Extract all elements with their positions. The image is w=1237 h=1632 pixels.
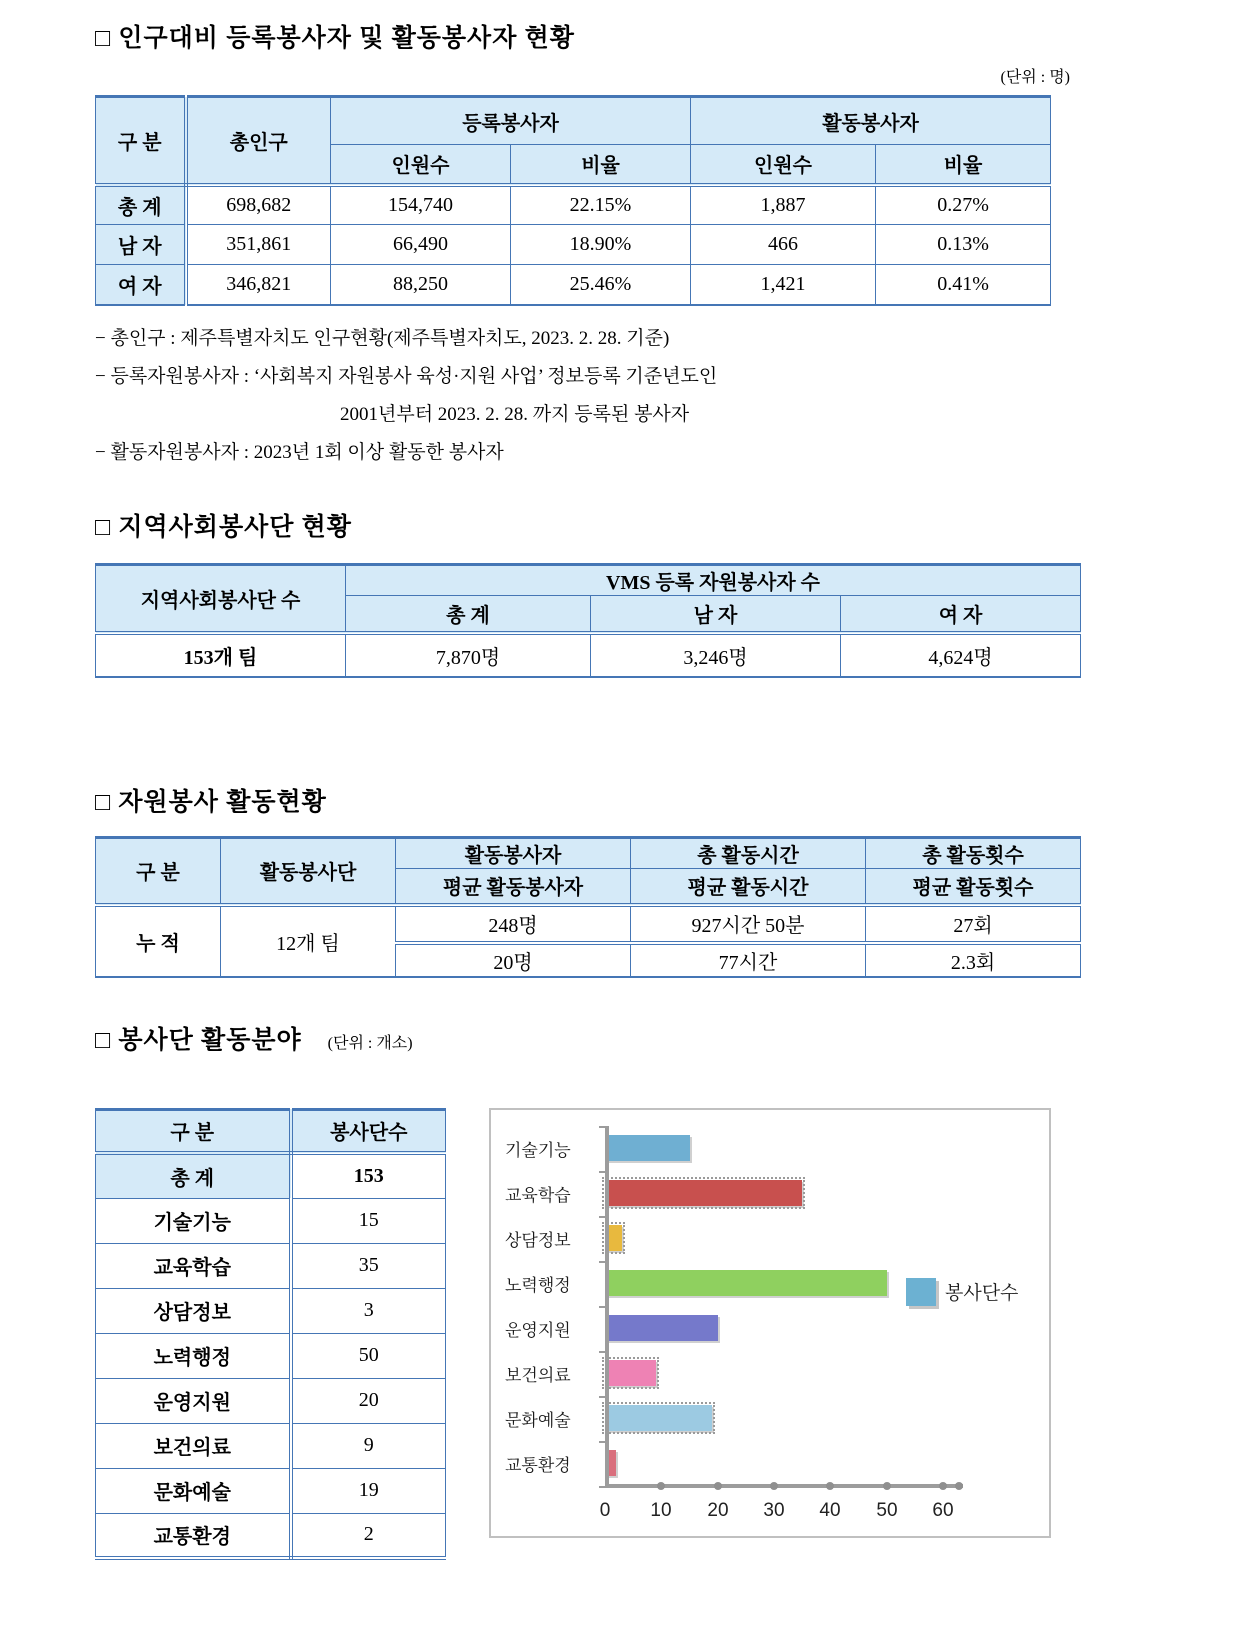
- table-row: [96, 1378, 446, 1423]
- row-label: 문화예술: [96, 1468, 291, 1513]
- row-label: 남 자: [96, 225, 186, 265]
- t3-volunteers-avg: 20명: [396, 943, 631, 977]
- section1-unit-note: (단위 : 명): [1000, 69, 1070, 86]
- cell: 0.27%: [876, 185, 1051, 225]
- row-label: 노력행정: [96, 1333, 291, 1378]
- cell: 466: [691, 225, 876, 265]
- chart-plot: [505, 1126, 943, 1486]
- t3-team-count: 12개 팀: [221, 905, 396, 977]
- footnote-line: − 활동자원봉사자 : 2023년 1회 이상 활동한 봉사자: [95, 441, 504, 463]
- chart-bar-track: [605, 1216, 943, 1261]
- row-label: 교통환경: [96, 1513, 291, 1558]
- section4-title-text: □ 봉사단 활동분야: [95, 1026, 302, 1054]
- row-label: 교육학습: [96, 1243, 291, 1288]
- cell: 22.15%: [511, 185, 691, 225]
- chart-row: [505, 1171, 943, 1216]
- t4-body: [96, 1153, 446, 1558]
- chart-x-axis-line: [605, 1484, 963, 1488]
- t1-header-registered: 등록봉사자: [331, 97, 691, 145]
- legend-swatch-icon: [906, 1278, 936, 1306]
- population-volunteer-table: [95, 95, 1051, 306]
- t3-header-avg-volunteers: 평균 활동봉사자: [396, 869, 631, 905]
- t2-header-vms: VMS 등록 자원봉사자 수: [346, 564, 1081, 595]
- t1-body: [96, 185, 1051, 305]
- t2-male-value: 3,246명: [591, 633, 841, 677]
- t3-volunteers-total: 248명: [396, 905, 631, 943]
- cell: 346,821: [186, 265, 331, 305]
- section2-title: □ 지역사회봉사단 현황: [95, 513, 352, 541]
- table-row: [96, 1198, 446, 1243]
- axis-notch: [599, 1306, 605, 1308]
- axis-tick-label: 0: [599, 1499, 611, 1521]
- row-label: 기술기능: [96, 1198, 291, 1243]
- chart-bar-track: [605, 1306, 943, 1351]
- activity-status-table: [95, 836, 1081, 978]
- t1-header-gubun: 구 분: [96, 97, 186, 185]
- chart-row: [505, 1126, 943, 1171]
- axis-notch: [599, 1351, 605, 1353]
- t3-header-total-count: 총 활동횟수: [866, 838, 1081, 869]
- section4-unit-note: (단위 : 개소): [327, 1034, 413, 1052]
- chart-legend: [906, 1278, 1018, 1306]
- table-row: [96, 1513, 446, 1558]
- bar-chart: [489, 1108, 1051, 1538]
- chart-bar-track: [605, 1396, 943, 1441]
- chart-bar-노력행정: [605, 1270, 887, 1296]
- t2-subheader-total: 총 계: [346, 595, 591, 633]
- chart-row: [505, 1351, 943, 1396]
- t3-header-total-hours: 총 활동시간: [631, 838, 866, 869]
- axis-tick-label: 30: [763, 1499, 785, 1521]
- chart-row: [505, 1441, 943, 1486]
- cell: 19: [291, 1468, 446, 1513]
- chart-bar-track: [605, 1441, 943, 1486]
- chart-bar-track: [605, 1126, 943, 1171]
- table-row: [96, 185, 1051, 225]
- t3-hours-total: 927시간 50분: [631, 905, 866, 943]
- t3-header-avg-count: 평균 활동횟수: [866, 869, 1081, 905]
- t2-subheader-female: 여 자: [841, 595, 1081, 633]
- t2-subheader-male: 남 자: [591, 595, 841, 633]
- t3-header-active-volunteers: 활동봉사자: [396, 838, 631, 869]
- row-label: 총 계: [96, 185, 186, 225]
- chart-bar-track: [605, 1351, 943, 1396]
- axis-notch: [599, 1261, 605, 1263]
- legend-label: 봉사단수: [945, 1283, 1019, 1304]
- cell: 0.41%: [876, 265, 1051, 305]
- row-label: 상담정보: [96, 1288, 291, 1333]
- cell: 18.90%: [511, 225, 691, 265]
- axis-tick-dot: [714, 1482, 722, 1490]
- activity-field-table: [95, 1108, 446, 1561]
- axis-end-cap: [955, 1482, 963, 1490]
- axis-notch: [599, 1441, 605, 1443]
- chart-category-label: 운영지원: [505, 1320, 571, 1340]
- chart-bar-보건의료: [605, 1360, 656, 1386]
- table-row: [96, 1423, 446, 1468]
- row-label: 총 계: [96, 1153, 291, 1198]
- chart-row: [505, 1261, 943, 1306]
- cell: 351,861: [186, 225, 331, 265]
- chart-bar-track: [605, 1261, 943, 1306]
- t3-hours-avg: 77시간: [631, 943, 866, 977]
- footnote-line-continuation: 2001년부터 2023. 2. 28. 까지 등록된 봉사자: [340, 403, 690, 425]
- row-label: 여 자: [96, 265, 186, 305]
- axis-notch: [599, 1396, 605, 1398]
- axis-tick-label: 20: [707, 1499, 729, 1521]
- cell: 35: [291, 1243, 446, 1288]
- table-row: [96, 1468, 446, 1513]
- t1-header-population: 총인구: [186, 97, 331, 185]
- cell: 154,740: [331, 185, 511, 225]
- section4-title: [95, 1020, 1237, 1056]
- axis-tick-label: 10: [650, 1499, 672, 1521]
- t3-header-avg-hours: 평균 활동시간: [631, 869, 866, 905]
- chart-category-label: 교통환경: [505, 1455, 571, 1475]
- cell: 20: [291, 1378, 446, 1423]
- table-row: [96, 1333, 446, 1378]
- axis-notch: [599, 1216, 605, 1218]
- t3-count-total: 27회: [866, 905, 1081, 943]
- cell: 88,250: [331, 265, 511, 305]
- chart-bar-track: [605, 1171, 943, 1216]
- axis-tick-label: 60: [932, 1499, 954, 1521]
- t1-header-active: 활동봉사자: [691, 97, 1051, 145]
- axis-notch: [599, 1171, 605, 1173]
- chart-category-label: 노력행정: [505, 1275, 571, 1295]
- chart-x-axis-labels: [599, 1499, 963, 1526]
- t3-row-label: 누 적: [96, 905, 221, 977]
- footnotes: [95, 320, 1237, 472]
- chart-row: [505, 1306, 943, 1351]
- t2-header-teams: 지역사회봉사단 수: [96, 564, 346, 633]
- t1-header-ratio2: 비율: [876, 145, 1051, 185]
- t3-header-team: 활동봉사단: [221, 838, 396, 905]
- axis-tick-dot: [883, 1482, 891, 1490]
- cell: 1,887: [691, 185, 876, 225]
- chart-bar-운영지원: [605, 1315, 718, 1341]
- cell: 698,682: [186, 185, 331, 225]
- t1-header-count2: 인원수: [691, 145, 876, 185]
- t2-total-value: 7,870명: [346, 633, 591, 677]
- axis-tick-dot: [657, 1482, 665, 1490]
- chart-row: [505, 1396, 943, 1441]
- chart-category-label: 상담정보: [505, 1230, 571, 1250]
- t1-header-count1: 인원수: [331, 145, 511, 185]
- chart-category-label: 보건의료: [505, 1365, 571, 1385]
- cell: 50: [291, 1333, 446, 1378]
- cell: 0.13%: [876, 225, 1051, 265]
- table-row: [96, 225, 1051, 265]
- table-row: [96, 1243, 446, 1288]
- cell: 2: [291, 1513, 446, 1558]
- chart-bar-문화예술: [605, 1405, 712, 1431]
- axis-notch: [599, 1126, 605, 1128]
- footnote-line: − 등록자원봉사자 : ‘사회복지 자원봉사 육성·지원 사업’ 정보등록 기준년도인: [95, 365, 718, 387]
- chart-category-label: 교육학습: [505, 1185, 571, 1205]
- cell: 3: [291, 1288, 446, 1333]
- chart-category-label: 기술기능: [505, 1140, 571, 1160]
- footnote-line: − 총인구 : 제주특별자치도 인구현황(제주특별자치도, 2023. 2. 28. 기준): [95, 327, 670, 349]
- t4-header-gubun: 구 분: [96, 1109, 291, 1153]
- chart-row: [505, 1216, 943, 1261]
- cell: 9: [291, 1423, 446, 1468]
- row-label: 보건의료: [96, 1423, 291, 1468]
- chart-bar-기술기능: [605, 1135, 690, 1161]
- community-team-table: [95, 563, 1081, 679]
- axis-tick-dot: [826, 1482, 834, 1490]
- cell: 15: [291, 1198, 446, 1243]
- table-row: [96, 265, 1051, 305]
- section1-title: □ 인구대비 등록봉사자 및 활동봉사자 현황: [95, 25, 575, 52]
- t3-count-avg: 2.3회: [866, 943, 1081, 977]
- chart-y-axis-line: [605, 1126, 609, 1488]
- t3-header-gubun: 구 분: [96, 838, 221, 905]
- chart-bar-교육학습: [605, 1180, 802, 1206]
- table-row: [96, 1153, 446, 1198]
- cell: 153: [291, 1153, 446, 1198]
- cell: 1,421: [691, 265, 876, 305]
- cell: 25.46%: [511, 265, 691, 305]
- axis-tick-dot: [939, 1482, 947, 1490]
- cell: 66,490: [331, 225, 511, 265]
- t1-header-ratio1: 비율: [511, 145, 691, 185]
- t2-female-value: 4,624명: [841, 633, 1081, 677]
- row-label: 운영지원: [96, 1378, 291, 1423]
- axis-tick-dot: [770, 1482, 778, 1490]
- t4-header-count: 봉사단수: [291, 1109, 446, 1153]
- chart-category-label: 문화예술: [505, 1410, 571, 1430]
- activity-field-block: [95, 1108, 1237, 1561]
- table-row: [96, 1288, 446, 1333]
- section3-title: □ 자원봉사 활동현황: [95, 789, 327, 816]
- axis-tick-label: 40: [819, 1499, 841, 1521]
- t2-teams-value: 153개 팀: [96, 633, 346, 677]
- axis-tick-label: 50: [876, 1499, 898, 1521]
